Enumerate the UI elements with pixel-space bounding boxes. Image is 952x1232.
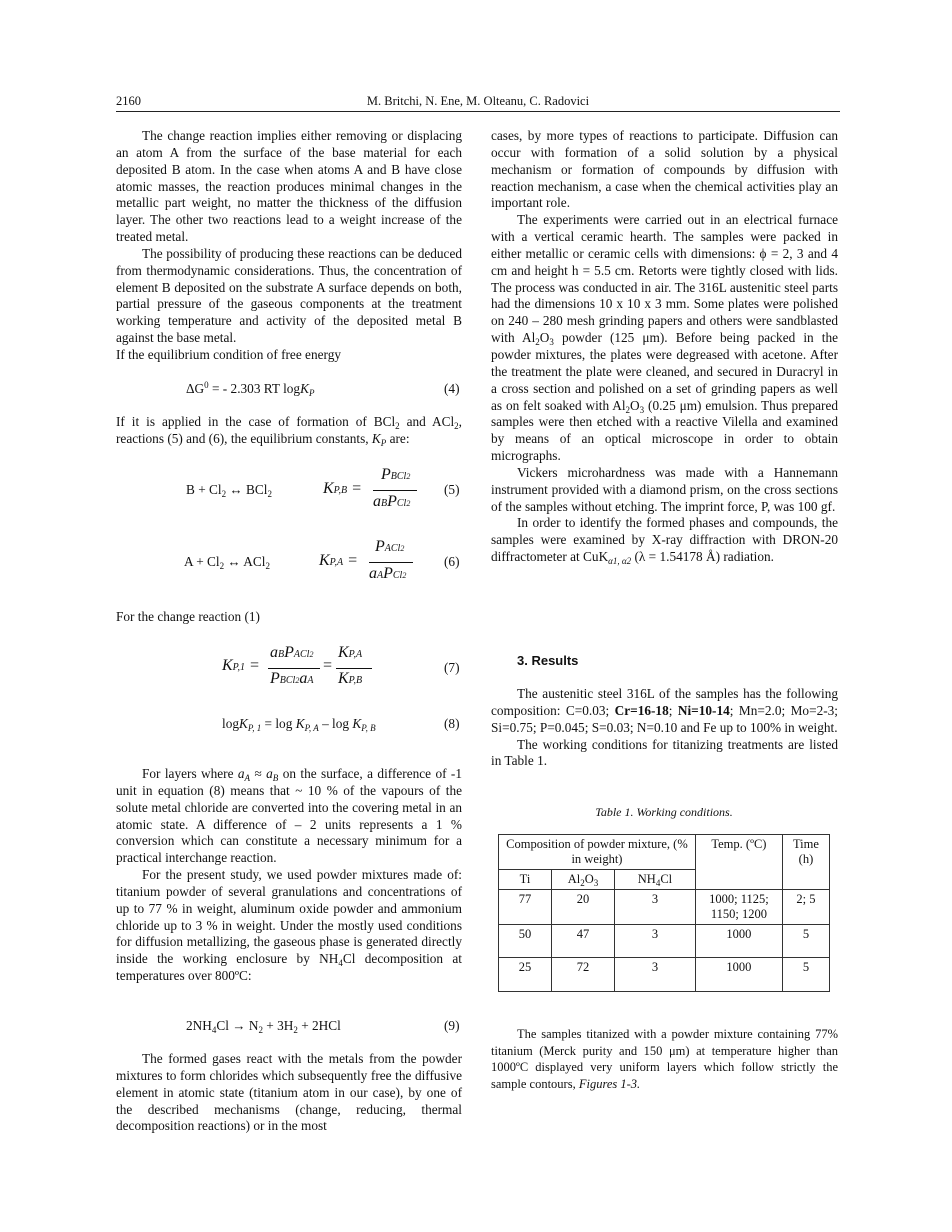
running-header: [116, 94, 840, 112]
equation-9: $2NH_4Cl \to N_2 + 3H_2 + 2HCl$: [186, 1018, 341, 1035]
equation-number: (8): [444, 716, 460, 731]
paragraph: The samples titanized with a powder mixture containing 77% titanium (Merck purity and 150 μm) at temperature higher than 1000ºC displayed very uniform layers which follow strictly the sample contours, Figures 1-3.: [491, 1027, 838, 1091]
left-column-block-3: [116, 609, 462, 626]
header-time: Time (h): [782, 835, 829, 890]
left-column-block-4: [116, 766, 462, 985]
subheader-nh4cl: $NH_4Cl$: [615, 870, 696, 890]
paragraph: If the equilibrium condition of free energy: [116, 346, 341, 362]
header-temp: Temp. (ºC): [695, 835, 782, 890]
paragraph: In order to identify the formed phases and compounds, the samples were examined by X-ray diffraction with DRON-20 diffractometer at CuK$_{\alpha 1, \alpha 2}$ (λ = 1.54178 Å) radiation.: [491, 515, 838, 567]
equation-number: (9): [444, 1018, 460, 1033]
equation-6-reaction: $A + Cl_2$ ↔ ACl$_2$: [184, 554, 270, 571]
right-column-block-3: [491, 1026, 838, 1092]
equation-number: (5): [444, 482, 460, 497]
running-authors: M. Britchi, N. Ene, M. Olteanu, C. Radovici: [366, 94, 590, 108]
equation-7-denominator-2: KP,B: [338, 670, 363, 687]
equation-5-denominator: aBPCl2: [373, 493, 411, 510]
paragraph: The change reaction implies either removing or displacing an atom A from the surface of the base material for each deposited B atom. In the case when atoms A and B have close atomic masses, the reaction produces minimal changes in the metallic part weight, no matter the thickness of the diffusion layer. The other two reactions lead to a weight increase of the treated metal.: [116, 128, 462, 245]
paragraph: If it is applied in the case of formation of BCl$_2$ and ACl$_2$, reactions (5) and (6), the equilibrium constants, $K_P$ are:: [116, 414, 462, 448]
paragraph: Vickers microhardness was made with a Hannemann instrument provided with a diamond prism, on the cross sections of the samples without etching. The imprint force, P, was 100 gf.: [491, 464, 838, 514]
equation-5-reaction: $B + Cl_2$ ↔ BCl$_2$: [186, 482, 272, 499]
equation-6-numerator: PACl2: [375, 538, 405, 555]
subheader-al2o3: $Al_2O_3$: [552, 870, 615, 890]
table-caption: Table 1. Working conditions.: [595, 805, 733, 819]
paragraph: For the change reaction (1): [116, 609, 260, 624]
fraction-bar: [336, 668, 372, 669]
paragraph: For layers where $a_A \approx a_B$ on the surface, a difference of -1 unit in equation (8) means that ~ 10 % of the vapours of the solute metal chloride are converted into the covering metal in an atomic state. A difference of – 2 units represents a 1 % conversion which can constitute a necessary minimum for a practical interchange reaction.: [116, 766, 462, 866]
equation-6-lhs: KP,A =: [319, 552, 358, 569]
paragraph: The formed gases react with the metals from the powder mixtures to form chlorides which subsequently free the diffusive element in atomic state (titanium atom in our case), by one of the described mechanisms (change, reducing, thermal decomposition reactions) or in the most: [116, 1051, 462, 1134]
left-column-block-1: [116, 128, 462, 364]
table-row: 50 47 3 1000 5: [499, 925, 830, 958]
equals-sign: =: [322, 657, 333, 674]
table-row: 25 72 3 1000 5: [499, 958, 830, 992]
paragraph: The experiments were carried out in an electrical furnace with a vertical ceramic hearth. The samples were packed in either metallic or ceramic cells with dimensions: ϕ = 2, 3 and 4 cm and height h = 5.5 cm. Retorts were tightly closed with lids. The process was conducted in air. The 316L austenitic steel parts had the dimensions 10 x 10 x 3 mm. Some plates were polished on 240 – 280 mesh grinding papers and others were sandblasted with $Al_2O_3$ powder (125 μm). Before being packed in the powder mixtures, the plates were degreased with acetone. After the treatment the plate were cleaned, and secured in Duracryl in a cross section and polished on a set of grinding papers as well as on felt soaked with $Al_2O_3$ (0.25 μm) emulsion. Thus prepared samples were then etched with a reactive Vilella and examined by means of an optical microscope in order to obtain micrographs.: [491, 212, 839, 464]
right-column-block-1: [491, 128, 838, 566]
right-column-block-2: [491, 686, 838, 770]
equation-7-lhs: KP,1 =: [222, 657, 260, 674]
subheader-ti: Ti: [499, 870, 552, 890]
header-composition: Composition of powder mixture, (% in weight): [499, 835, 696, 870]
page-number: 2160: [116, 94, 141, 108]
equation-5-lhs: KP,B =: [323, 480, 362, 497]
left-column-block-2: [116, 414, 462, 448]
equation-7-numerator-2: KP,A: [338, 644, 363, 661]
equation-number: (7): [444, 660, 460, 675]
equation-7-numerator-1: aBPACl2: [270, 644, 314, 661]
section-title: 3. Results: [517, 653, 579, 668]
paragraph: The working conditions for titanizing treatments are listed in Table 1.: [491, 736, 838, 769]
equation-4: $\Delta G^0$ = - 2.303 RT logK$_P$: [186, 380, 315, 398]
equation-7-denominator-1: PBCl2aA: [270, 670, 314, 687]
header-rule: [116, 111, 840, 112]
paragraph: The possibility of producing these reactions can be deduced from thermodynamic considerations. Thus, the concentration of element B deposited on the substrate A surface depends on both, partial pressure of the gaseous components at the treatment working temperature and activity of the deposited metal B against the base metal.: [116, 245, 462, 346]
equation-5-numerator: PBCl2: [381, 466, 411, 483]
fraction-bar: [268, 668, 320, 669]
fraction-bar: [373, 490, 417, 491]
equation-6-denominator: aAPCl2: [369, 565, 407, 582]
equation-number: (6): [444, 554, 460, 569]
equation-8: $\log K_{P, 1} = \log K_{P, A} - \log K_{P, B}$: [222, 716, 376, 733]
paragraph: For the present study, we used powder mixtures made of: titanium powder of several granulations and concentrations of up to 77 % in weight, aluminum oxide powder and ammonium chloride up to 3 % in weight. Under the mostly used conditions for diffusion metallizing, the gaseous phase is generated directly inside the working enclosure by $NH_4Cl$ decomposition at temperatures over 800ºC:: [116, 867, 462, 984]
table-row: 77 20 3 1000; 1125; 1150; 1200 2; 5: [499, 890, 830, 925]
paragraph: cases, by more types of reactions to participate. Diffusion can occur with formation of a solid solution by a physical mechanism or formation of compounds by diffusion with reaction mechanism, a case when the chemical activities play an important role.: [491, 128, 838, 211]
left-column-block-5: [116, 1051, 462, 1135]
equation-number: (4): [444, 381, 460, 396]
fraction-bar: [369, 562, 413, 563]
working-conditions-table: [498, 834, 830, 992]
paragraph: The austenitic steel 316L of the samples has the following composition: C=0.03; Cr=16-18; Ni=10-14; Mn=2.0; Mo=2-3; Si=0.75; P=0.045; S=0.03; N=0.10 and Fe up to 100% in weight.: [491, 686, 838, 735]
